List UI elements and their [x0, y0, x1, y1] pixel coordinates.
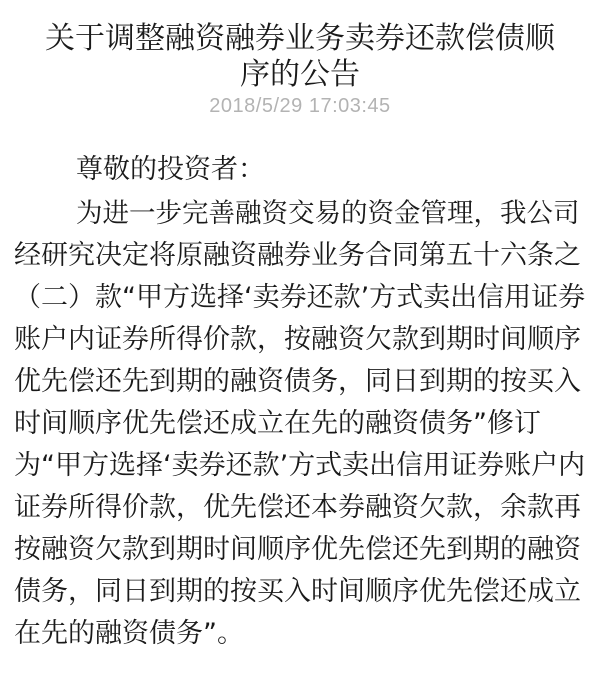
article-title-line-2: 序的公告	[240, 57, 360, 92]
article-title-line-1: 关于调整融资融券业务卖券还款偿债顺	[45, 21, 555, 56]
body-line-1: 为进一步完善融资交易的资金管理，我公司	[76, 198, 580, 229]
body-line-6: 时间顺序优先偿还成立在先的融资债务”修订	[14, 408, 541, 439]
greeting: 尊敬的投资者：	[76, 154, 265, 185]
body-line-9: 按融资欠款到期时间顺序优先偿还先到期的融资	[14, 534, 581, 565]
body-line-3: （二）款“甲方选择‘卖券还款’方式卖出信用证券	[14, 282, 586, 313]
body-line-10: 债务，同日到期的按买入时间顺序优先偿还成立	[14, 576, 581, 607]
body-line-4: 账户内证券所得价款，按融资欠款到期时间顺序	[14, 324, 581, 355]
body-line-8: 证券所得价款，优先偿还本券融资欠款，余款再	[14, 492, 581, 523]
body-line-2: 经研究决定将原融资融券业务合同第五十六条之	[14, 240, 581, 271]
body-line-7: 为“甲方选择‘卖券还款’方式卖出信用证券账户内	[14, 450, 586, 481]
body-line-11: 在先的融资债务”。	[14, 618, 244, 649]
publish-timestamp: 2018/5/29 17:03:45	[209, 95, 391, 117]
body-line-5: 优先偿还先到期的融资债务，同日到期的按买入	[14, 366, 581, 397]
